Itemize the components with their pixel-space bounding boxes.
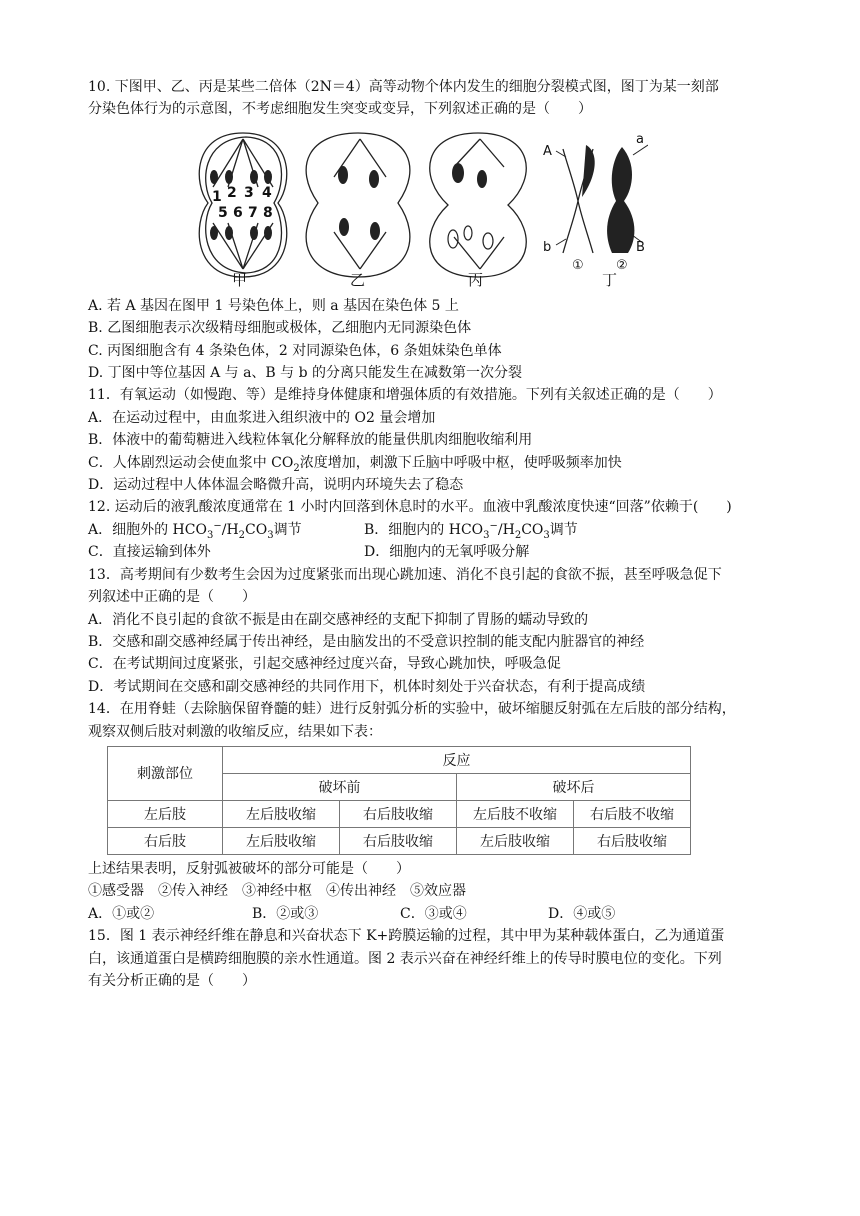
q12-option-c: C．直接运输到体外 (88, 544, 211, 561)
caption-jia: 甲 (232, 270, 248, 289)
header-after: 破坏后 (457, 773, 691, 800)
q14-stem-line2: 观察双侧后肢对刺激的收缩反应，结果如下表： (88, 723, 382, 740)
q14-option-b: B．②或③ (252, 905, 319, 922)
chrom-5: 5 (218, 204, 228, 221)
q13-option-a: A．消化不良引起的食欲不振是由在副交感神经的支配下抑制了胃肠的蠕动导致的 (88, 611, 589, 628)
header-stimulus-site: 刺激部位 (108, 746, 223, 800)
reflex-results-table (107, 746, 691, 855)
q10-option-b: B. 乙图细胞表示次级精母细胞或极体，乙细胞内无同源染色体 (88, 320, 472, 337)
gene-a: a (636, 131, 644, 147)
q11-option-a: A．在运动过程中，由血浆进入组织液中的 O2 量会增加 (88, 409, 436, 426)
chromosome-1-label: ① (572, 257, 584, 273)
chrom-2: 2 (227, 184, 237, 201)
q10-option-a: A. 若 A 基因在图甲 1 号染色体上，则 a 基因在染色体 5 上 (88, 297, 459, 314)
q14-items: ①感受器 ②传入神经 ③神经中枢 ④传出神经 ⑤效应器 (88, 883, 466, 900)
caption-ding: 丁 (602, 270, 618, 289)
q13-stem-line1: 13．高考期间有少数考生会因为过度紧张而出现心跳加速、消化不良引起的食欲不振，甚至呼吸急促下 (88, 566, 722, 583)
q12-option-a: A．细胞外的 $HCO_3^-/H_2CO_3$调节 (88, 520, 302, 541)
q14-stem-line1: 14．在用脊蛙（去除脑保留脊髓的蛙）进行反射弧分析的实验中，破坏缩腿反射弧在左后肢的部分结构， (88, 701, 736, 718)
gene-B: B (636, 239, 645, 255)
header-before: 破坏前 (223, 773, 457, 800)
q14-options (88, 903, 788, 925)
q13-option-d: D．考试期间在交感和副交感神经的共同作用下，机体时刻处于兴奋状态，有利于提高成绩 (88, 678, 646, 695)
q10-option-d: D. 丁图中等位基因 A 与 a、B 与 b 的分离只能发生在减数第一次分裂 (88, 365, 523, 382)
cell-division-drawing (88, 127, 648, 295)
q11-option-d: D．运动过程中人体体温会略微升高，说明内环境失去了稳态 (88, 477, 464, 494)
q12-options-row-1 (88, 519, 788, 541)
chrom-7: 7 (248, 204, 258, 221)
gene-b: b (543, 239, 552, 255)
exam-page (88, 76, 788, 992)
cell-division-figure (88, 127, 788, 295)
q15-stem-line1: 15．图 1 表示神经纤维在静息和兴奋状态下 K+跨膜运输的过程，其中甲为某种载体蛋白，乙为通道蛋 (88, 928, 725, 945)
q13-option-c: C．在考试期间过度紧张，引起交感神经过度兴奋，导致心跳加快，呼吸急促 (88, 656, 561, 673)
q15-stem-line3: 有关分析正确的是（ ） (88, 972, 256, 989)
table-row: 右后肢 左后肢收缩 右后肢收缩 左后肢收缩 右后肢收缩 (108, 827, 691, 854)
header-response: 反应 (223, 746, 691, 773)
q10-option-c: C. 丙图细胞含有 4 条染色体，2 对同源染色体，6 条姐妹染色单体 (88, 342, 502, 359)
q10-stem-line2: 分染色体行为的示意图，不考虑细胞发生突变或变异，下列叙述正确的是（ ） (88, 101, 592, 118)
chrom-8: 8 (263, 204, 273, 221)
q13-option-b: B．交感和副交感神经属于传出神经，是由脑发出的不受意识控制的能支配内脏器官的神经 (88, 633, 645, 650)
q11-option-c: C．人体剧烈运动会使血浆中 $CO_2$浓度增加，刺激下丘脑中呼吸中枢，使呼吸频率加快 (88, 454, 622, 474)
q12-option-b: B．细胞内的 $HCO_3^-/H_2CO_3$调节 (364, 520, 578, 541)
chromosome-2-label: ② (616, 257, 628, 273)
q14-option-d: D．④或⑤ (548, 905, 616, 922)
q14-conclusion: 上述结果表明，反射弧被破坏的部分可能是（ ） (88, 860, 410, 877)
q12-options-row-2 (88, 541, 788, 563)
q11-stem: 11．有氧运动（如慢跑、等）是维持身体健康和增强体质的有效措施。下列有关叙述正确的是（ ） (88, 387, 722, 404)
table-row: 左后肢 左后肢收缩 右后肢收缩 左后肢不收缩 右后肢不收缩 (108, 800, 691, 827)
q12-option-d: D．细胞内的无氧呼吸分解 (364, 544, 530, 561)
q14-option-c: C．③或④ (400, 905, 467, 922)
chrom-4: 4 (262, 184, 272, 201)
q12-stem: 12. 运动后的液乳酸浓度通常在 1 小时内回落到休息时的水平。血液中乳酸浓度快速“回落”依赖于( ) (88, 499, 732, 516)
caption-yi: 乙 (350, 270, 366, 289)
q10-stem-line1: 10. 下图甲、乙、丙是某些二倍体（2N＝4）高等动物个体内发生的细胞分裂模式图，图丁为某一刻部 (88, 79, 719, 95)
gene-A: A (543, 143, 552, 159)
q15-stem-line2: 白，该通道蛋白是横跨细胞膜的亲水性通道。图 2 表示兴奋在神经纤维上的传导时膜电位的变化。下列 (88, 950, 722, 967)
q13-stem-line2: 列叙述中正确的是（ ） (88, 589, 256, 606)
chrom-6: 6 (233, 204, 243, 221)
q11-option-b: B．体液中的葡萄糖进入线粒体氧化分解释放的能量供肌肉细胞收缩利用 (88, 432, 533, 449)
chrom-3: 3 (244, 184, 254, 201)
q14-option-a: A．①或② (88, 905, 155, 922)
caption-bing: 丙 (468, 270, 484, 289)
chrom-1: 1 (212, 188, 222, 205)
